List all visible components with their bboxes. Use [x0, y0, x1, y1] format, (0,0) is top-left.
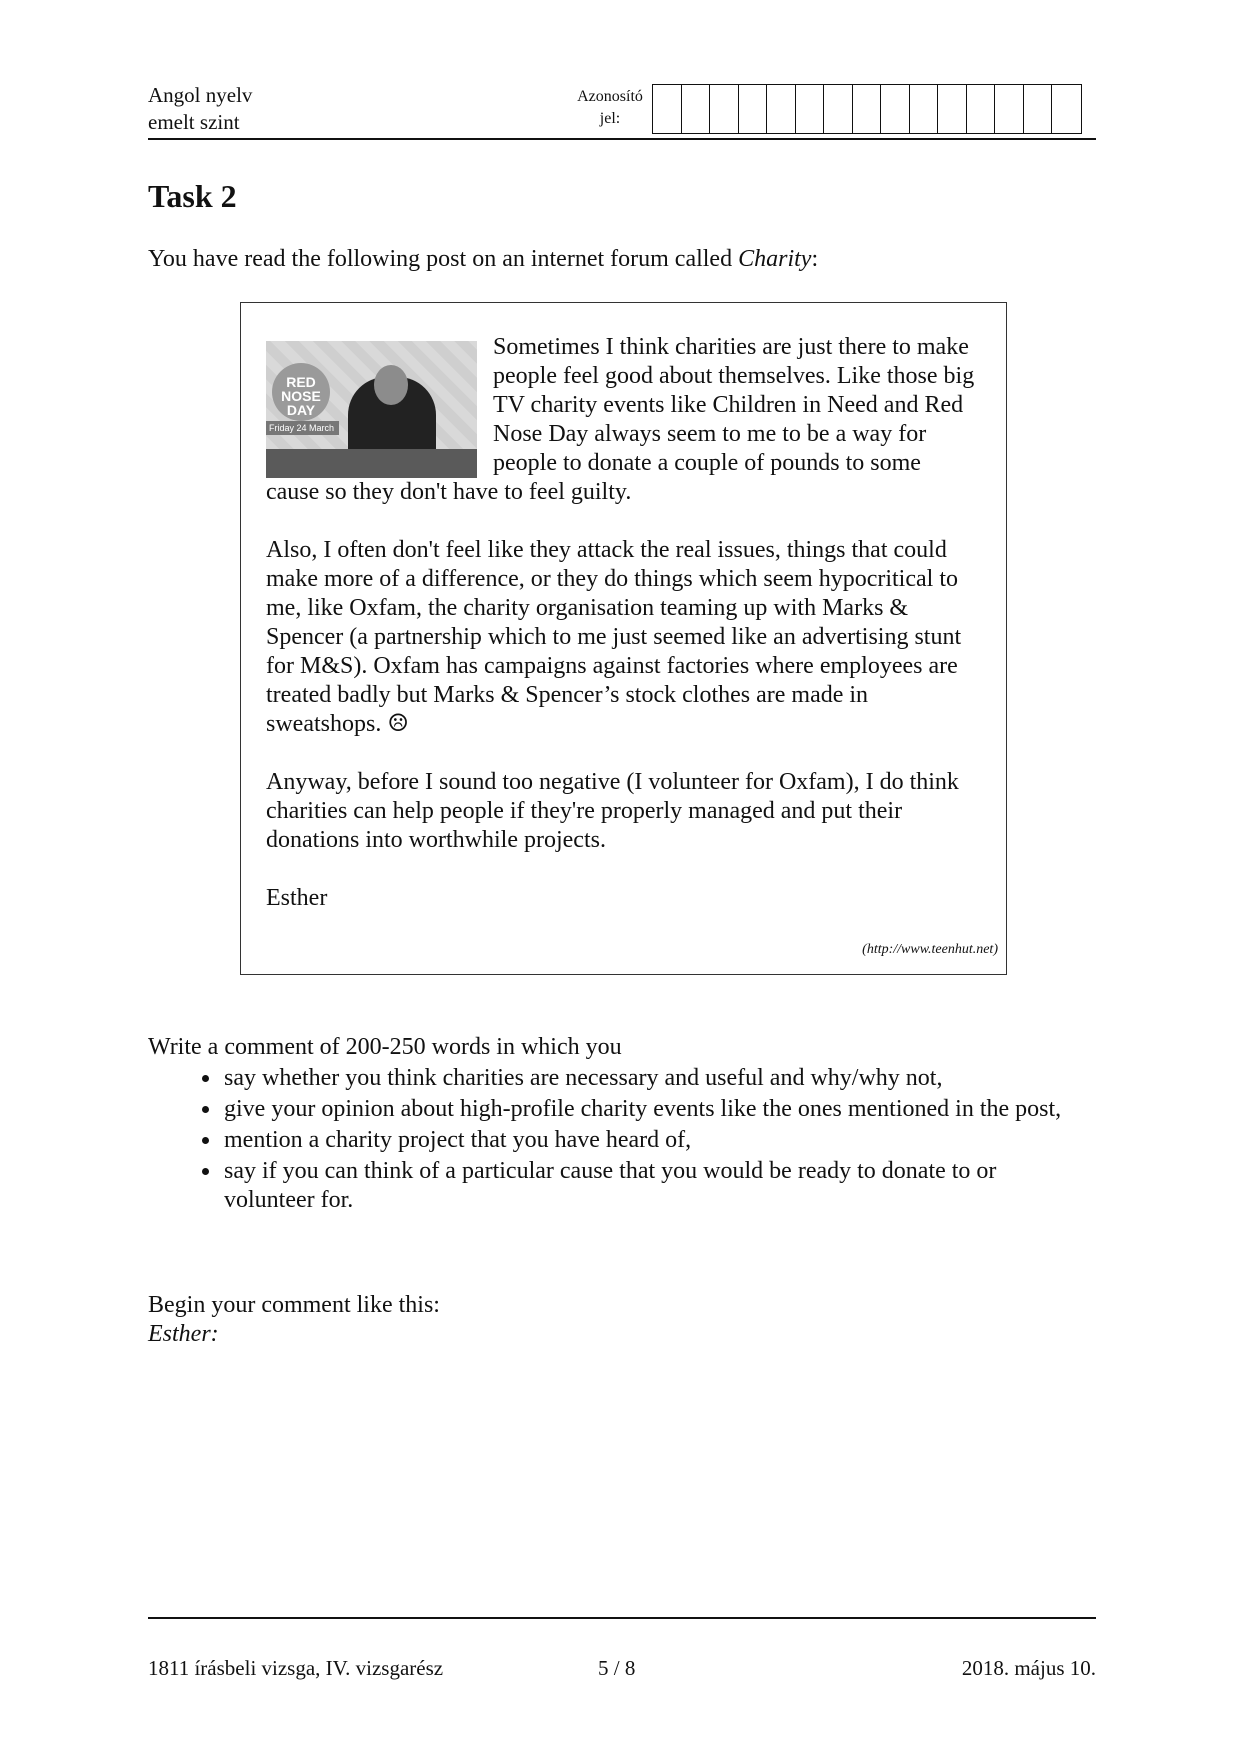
footer-date: 2018. május 10.	[961, 1656, 1096, 1680]
id-label	[560, 86, 660, 130]
id-box[interactable]	[824, 85, 853, 133]
post-body	[266, 333, 978, 942]
post-source: (http://www.teenhut.net)	[862, 942, 998, 957]
forum-post	[240, 302, 1007, 975]
page-number: 5 / 8	[598, 1656, 636, 1680]
prompt-bullet: • say whether you think charities are necessary and useful and why/why not,	[222, 1064, 1068, 1093]
footer-exam-info: 1811 írásbeli vizsga, IV. vizsgarész	[148, 1656, 444, 1680]
photo-face	[374, 365, 408, 405]
writing-prompt	[148, 1033, 1068, 1217]
id-label-line-1: Azonosító	[577, 88, 643, 105]
post-paragraph-1: Sometimes I think charities are just there to make people feel good about themselves. Like those big TV charity events like Children in Need and Red Nose Day always seem to me to be a way for people to donate a couple of pounds to some cause so they don't have to feel guilty.	[266, 334, 975, 505]
post-paragraph-3: Anyway, before I sound too negative (I volunteer for Oxfam), I do think charities can help people if they're properly managed and put their donations into worthwhile projects.	[266, 769, 959, 853]
id-box[interactable]	[910, 85, 939, 133]
photo-badge: RED NOSE DAY	[272, 363, 330, 421]
id-box[interactable]	[710, 85, 739, 133]
begin-instruction	[148, 1291, 440, 1349]
prompt-bullet: • give your opinion about high-profile charity events like the ones mentioned in the post,	[222, 1095, 1068, 1124]
id-box[interactable]	[967, 85, 996, 133]
id-box[interactable]	[995, 85, 1024, 133]
id-box[interactable]	[682, 85, 711, 133]
id-box[interactable]	[881, 85, 910, 133]
id-boxes[interactable]	[652, 84, 1082, 134]
id-box[interactable]	[796, 85, 825, 133]
id-box[interactable]	[767, 85, 796, 133]
id-box[interactable]	[1052, 85, 1081, 133]
id-box[interactable]	[938, 85, 967, 133]
subject-line-1: Angol nyelv	[148, 83, 253, 107]
begin-line-1: Begin your comment like this:	[148, 1292, 440, 1318]
forum-name: Charity	[738, 246, 812, 272]
id-box[interactable]	[1024, 85, 1053, 133]
red-nose-day-photo	[266, 341, 477, 478]
intro-text: You have read the following post on an internet forum called	[148, 246, 739, 272]
subject-label	[148, 82, 252, 136]
footer-divider	[148, 1617, 1096, 1619]
begin-line-2: Esther:	[148, 1321, 219, 1347]
post-paragraph-2: Also, I often don't feel like they attack the real issues, things that could make more of a difference, or they do things which seem hypocritical to me, like Oxfam, the charity organisation teaming up with Marks & Spencer (a partnership which to me just seemed like an advertising stunt for M&S). Oxfam has campaigns against factories where employees are treated badly but Marks & Spencer’s stock clothes are made in sweatshops. ☹	[266, 537, 962, 737]
page-header	[148, 82, 1096, 140]
subject-line-2: emelt szint	[148, 110, 240, 134]
id-box[interactable]	[739, 85, 768, 133]
post-signature: Esther	[266, 885, 328, 911]
intro-end: :	[811, 246, 819, 272]
prompt-lead: Write a comment of 200-250 words in which you	[148, 1034, 622, 1060]
prompt-bullets	[148, 1064, 1068, 1215]
task-title: Task 2	[148, 178, 237, 214]
photo-date: Friday 24 March	[266, 421, 339, 435]
task-intro	[148, 246, 818, 273]
id-box[interactable]	[653, 85, 682, 133]
id-label-line-2: jel:	[599, 110, 621, 127]
photo-table	[266, 449, 477, 478]
id-box[interactable]	[853, 85, 882, 133]
prompt-bullet: • mention a charity project that you have heard of,	[222, 1126, 1068, 1155]
prompt-bullet: • say if you can think of a particular cause that you would be ready to donate to or volunteer for.	[222, 1157, 1068, 1215]
